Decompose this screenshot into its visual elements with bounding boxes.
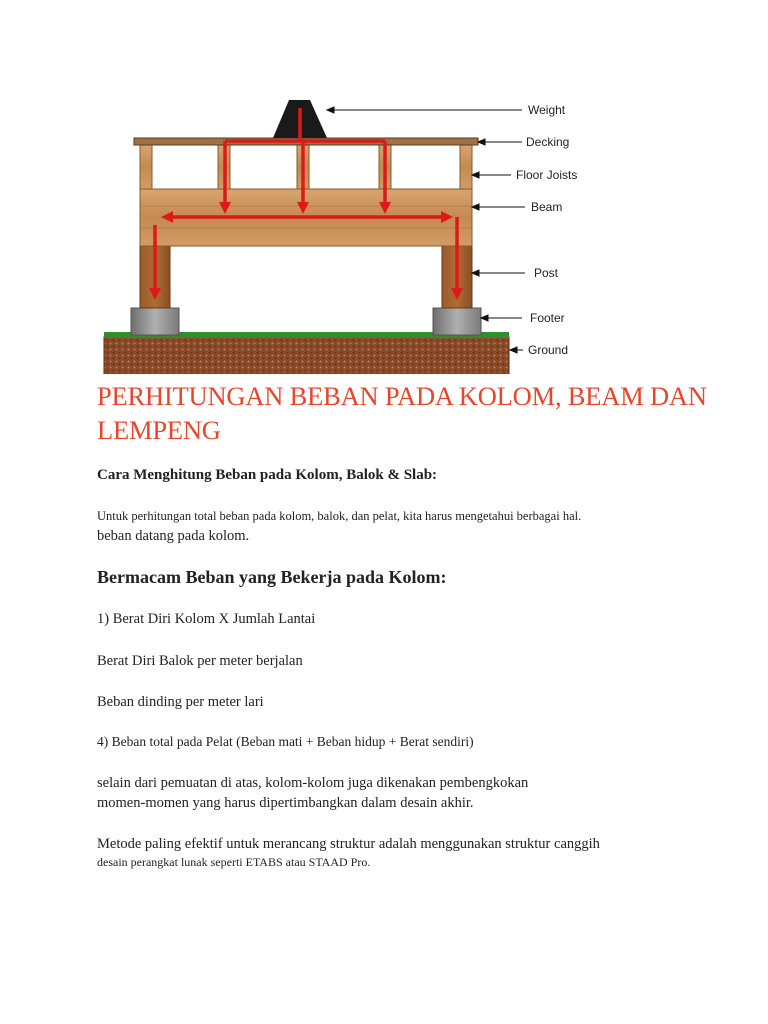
label-beam: Beam: [531, 200, 563, 214]
list-item: 4) Beban total pada Pelat (Beban mati + Beban hidup + Berat sendiri): [97, 734, 474, 749]
label-footer: Footer: [530, 311, 565, 325]
subheading-load-types: Bermacam Beban yang Bekerja pada Kolom:: [97, 567, 447, 587]
subheading-calculation: Cara Menghitung Beban pada Kolom, Balok & Slab:: [97, 467, 438, 483]
ground-soil: [104, 337, 509, 374]
footer-right: [433, 308, 481, 335]
load-path-diagram: [97, 96, 587, 374]
page-title: PERHITUNGAN BEBAN PADA KOLOM, BEAM DAN LEMPENG: [97, 381, 707, 445]
list-item: Beban dinding per meter lari: [97, 694, 264, 710]
list-item: Berat Diri Balok per meter berjalan: [97, 653, 303, 669]
footer-left: [131, 308, 179, 335]
method-line-1: Metode paling efektif untuk merancang struktur adalah menggunakan struktur canggih: [97, 836, 600, 852]
floor-joist: [460, 145, 472, 189]
intro-line-1: Untuk perhitungan total beban pada kolom, balok, dan pelat, kita harus mengetahui berbagai hal.: [97, 509, 582, 523]
label-floor-joists: Floor Joists: [516, 168, 578, 182]
closing-line-2: momen-momen yang harus dipertimbangkan dalam desain akhir.: [97, 795, 474, 811]
diagram-svg: [97, 96, 587, 374]
label-weight: Weight: [528, 103, 566, 117]
list-item: 1) Berat Diri Kolom X Jumlah Lantai: [97, 611, 316, 627]
label-post: Post: [534, 266, 559, 280]
intro-line-2: beban datang pada kolom.: [97, 528, 250, 544]
closing-line-1: selain dari pemuatan di atas, kolom-kolom juga dikenakan pembengkokan: [97, 775, 529, 791]
label-ground: Ground: [528, 343, 569, 357]
method-line-2: desain perangkat lunak seperti ETABS atau STAAD Pro.: [97, 855, 371, 869]
floor-joist: [140, 145, 152, 189]
label-decking: Decking: [526, 135, 570, 149]
